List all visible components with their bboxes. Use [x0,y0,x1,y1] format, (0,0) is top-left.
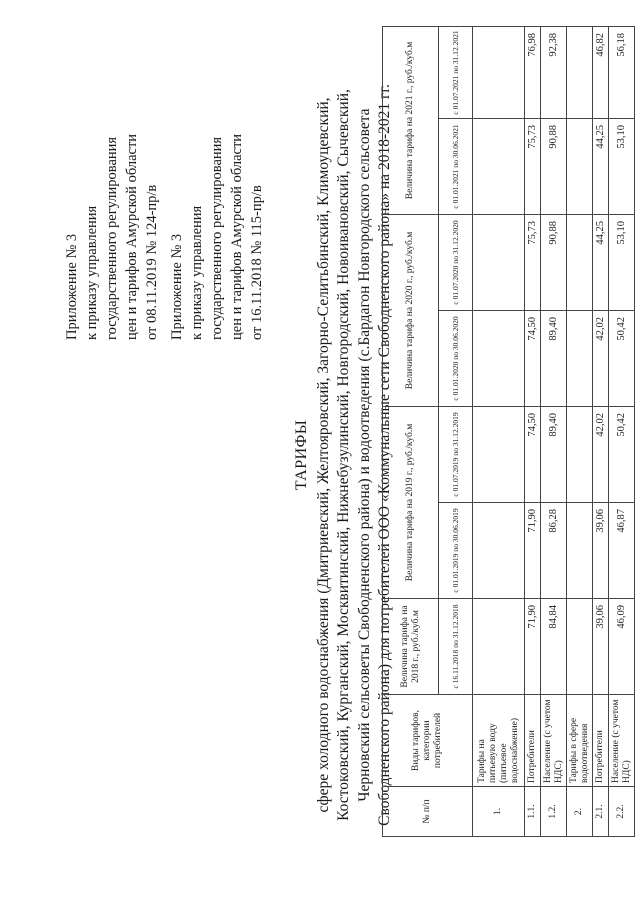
title-line: Костоковский, Курганский, Москвитинский, Нижнебузулинский, Новгородский, Новоивановский, Сычевский, [335,89,352,821]
value-cell: 71,90 [525,599,541,695]
row-num: 1.1. [525,787,541,837]
header-num: № п/п [383,787,473,837]
value-cell: 50,42 [609,407,635,503]
value-cell: 39,06 [593,599,609,695]
appendix-previous [167,134,267,340]
header-2021: Величина тарифа на 2021 г., руб./куб.м [383,27,439,215]
table-row [593,27,609,837]
value-cell: 46,09 [609,599,635,695]
row-name: Тарифы на питьевую воду (питьевое водоснабжение) [473,695,525,787]
document-title [292,65,396,845]
row-num: 2. [567,787,593,837]
value-cell [567,599,593,695]
period-header: с 01.07.2020 по 31.12.2020 [439,215,473,311]
appendix-line: от 08.11.2019 № 124-пр/в [144,184,160,340]
row-name: Население (с учетом НДС) [609,695,635,787]
appendix-current [62,134,162,340]
table-row [525,27,541,837]
header-type: Виды тарифов, категории потребителей [383,695,473,787]
row-name: Население (с учетом НДС) [541,695,567,787]
row-name: Потребители [525,695,541,787]
appendix-line: Приложение № 3 [169,233,185,340]
tariff-table [382,26,635,837]
value-cell: 44,25 [593,119,609,215]
value-cell: 46,82 [593,27,609,119]
title-line: сфере холодного водоснабжения (Дмитриевский, Желтояровский, Загорно-Селитьбинский, Климоуцевский, [314,97,332,813]
value-cell: 90,88 [541,119,567,215]
row-num: 2.1. [593,787,609,837]
appendix-line: Приложение № 3 [64,233,80,340]
value-cell: 74,50 [525,311,541,407]
appendix-line: цен и тарифов Амурской области [229,133,245,340]
period-header: с 01.07.2021 по 31.12.2021 [439,27,473,119]
value-cell [473,215,525,311]
value-cell: 76,98 [525,27,541,119]
appendix-line: от 16.11.2018 № 115-пр/в [249,185,265,340]
period-header: с 01.01.2021 по 30.06.2021 [439,119,473,215]
value-cell: 44,25 [593,215,609,311]
value-cell: 42,02 [593,311,609,407]
value-cell: 56,18 [609,27,635,119]
value-cell: 89,40 [541,407,567,503]
value-cell [567,503,593,599]
value-cell [473,599,525,695]
table-row [567,27,593,837]
appendix-line: к приказу управления [84,205,100,340]
table-row [609,27,635,837]
value-cell [567,119,593,215]
title-line: Свободненского района) для потребителей ООО «Коммунальные сети Свободненского района» на 2018-2021 гг. [376,84,393,826]
header-2019: Величина тарифа на 2019 г., руб./куб.м [383,407,439,599]
appendix-line: государственного регулирования [104,136,120,340]
title-heading: ТАРИФЫ [293,419,310,491]
row-num: 2.2. [609,787,635,837]
value-cell: 71,90 [525,503,541,599]
value-cell [473,407,525,503]
appendix-line: цен и тарифов Амурской области [124,133,140,340]
period-header: с 16.11.2018 по 31.12.2018 [439,599,473,695]
value-cell: 75,73 [525,119,541,215]
value-cell: 75,73 [525,215,541,311]
value-cell [567,27,593,119]
period-header: с 01.01.2019 по 30.06.2019 [439,503,473,599]
value-cell [567,215,593,311]
value-cell [473,119,525,215]
value-cell [473,27,525,119]
table-row [473,27,525,837]
row-name: Потребители [593,695,609,787]
value-cell: 50,42 [609,311,635,407]
appendix-line: к приказу управления [189,205,205,340]
row-name: Тарифы в сфере водоотведения [567,695,593,787]
row-num: 1.2. [541,787,567,837]
period-header: с 01.01.2020 по 30.06.2020 [439,311,473,407]
appendix-line: государственного регулирования [209,136,225,340]
value-cell: 90,88 [541,215,567,311]
value-cell: 39,06 [593,503,609,599]
header-2018: Величина тарифа на 2018 г., руб./куб.м [383,599,439,695]
value-cell [473,503,525,599]
value-cell [567,311,593,407]
table-row [541,27,567,837]
value-cell: 42,02 [593,407,609,503]
value-cell: 92,38 [541,27,567,119]
value-cell: 86,28 [541,503,567,599]
value-cell: 74,50 [525,407,541,503]
header-2020: Величина тарифа на 2020 г., руб./куб.м [383,215,439,407]
row-num: 1. [473,787,525,837]
title-line: Черновский сельсоветы Свободненского района) и водоотведения (с.Бардагон Новгородского сельсовета [355,108,373,802]
value-cell: 89,40 [541,311,567,407]
value-cell: 53,10 [609,119,635,215]
period-header: с 01.07.2019 по 31.12.2019 [439,407,473,503]
value-cell: 46,87 [609,503,635,599]
value-cell: 53,10 [609,215,635,311]
value-cell [567,407,593,503]
value-cell: 84,84 [541,599,567,695]
value-cell [473,311,525,407]
